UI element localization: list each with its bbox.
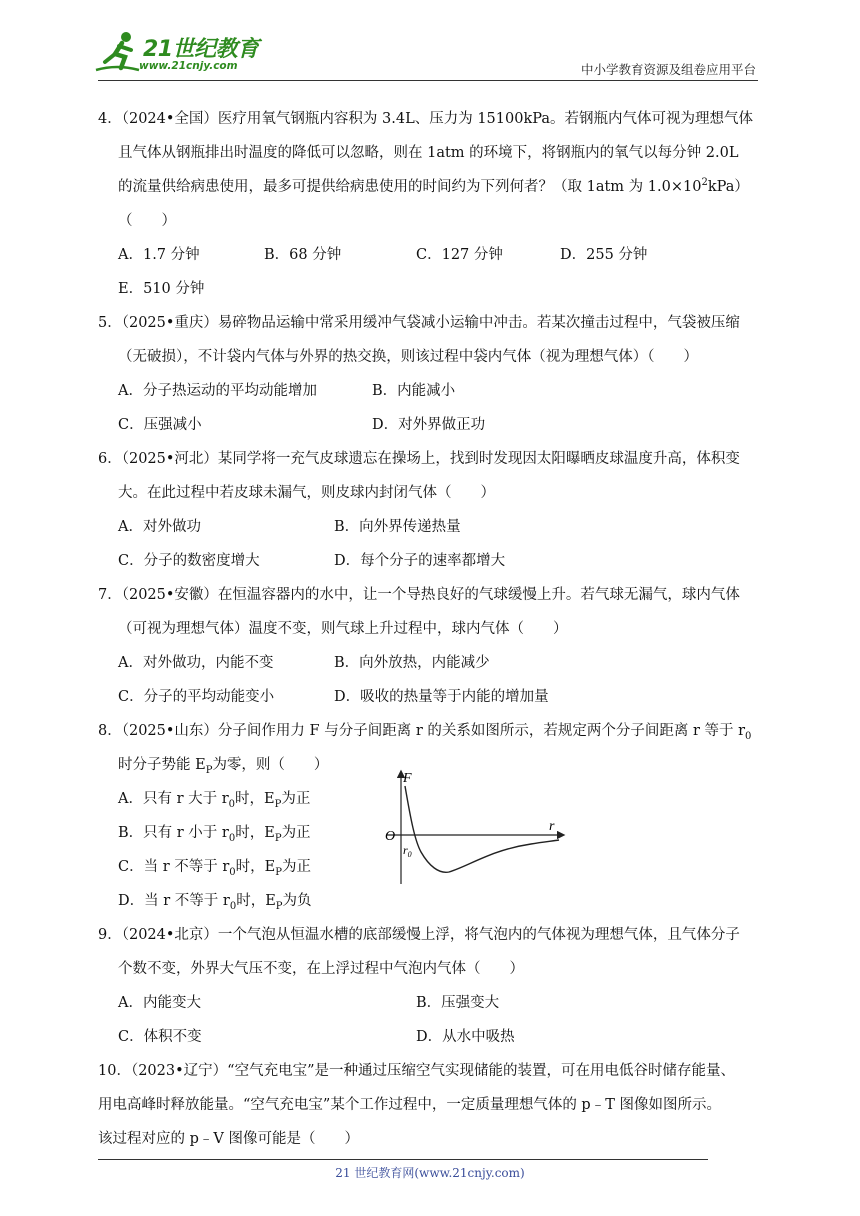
- question-text-line: 个数不变，外界大气压不变，在上浮过程中气泡内气体（ ）: [118, 961, 524, 977]
- question-text-line: 7．（2025•安徽）在恒温容器内的水中，让一个导热良好的气球缓慢上升。若气球无漏气，球内气体: [98, 587, 740, 603]
- option-a: A．对外做功: [118, 519, 201, 535]
- r-label: r: [549, 819, 555, 834]
- header-divider: [98, 80, 758, 81]
- question-text-line: 时分子势能 $E_P$为零，则（ ）: [118, 757, 329, 776]
- logo-text: 21世纪教育: [143, 37, 259, 62]
- options-row: [98, 374, 763, 408]
- option-b: B．只有 r 小于 $r_0$时，$E_P$为正: [118, 825, 311, 844]
- option-e: E．510 分钟: [118, 281, 205, 297]
- question-text-line: （可视为理想气体）温度不变，则气球上升过程中，球内气体（ ）: [118, 621, 568, 637]
- options-row: [98, 680, 763, 714]
- options-row: [98, 272, 763, 306]
- question-7: [98, 578, 763, 714]
- force-curve: [405, 786, 559, 872]
- option-d: D．当 r 不等于 $r_0$时，$E_P$为负: [118, 893, 312, 912]
- option-b: B．内能减小: [372, 383, 456, 399]
- question-text-line: 8．（2025•山东）分子间作用力 F 与分子间距离 r 的关系如图所示，若规定两个分子间距离 r 等于 $r_0$: [98, 723, 752, 742]
- question-text-line: 10．（2023•辽宁）“空气充电宝”是一种通过压缩空气实现储能的装置，可在用电低谷时储存能量、: [98, 1063, 735, 1079]
- answer-paren: （ ）: [118, 213, 176, 229]
- option-c: C．压强减小: [118, 417, 202, 433]
- r0-label: $r_0$: [403, 843, 412, 859]
- question-9: [98, 918, 763, 1054]
- option-c: C．当 r 不等于 $r_0$时，$E_P$为正: [118, 859, 311, 878]
- option-b: B．向外界传递热量: [334, 519, 461, 535]
- question-text-line: 9．（2024•北京）一个气泡从恒温水槽的底部缓慢上浮，将气泡内的气体视为理想气体，且气体分子: [98, 927, 740, 943]
- option-d: D．每个分子的速率都增大: [334, 553, 506, 569]
- platform-name: 中小学教育资源及组卷应用平台: [580, 62, 756, 77]
- option-c: C．体积不变: [118, 1029, 202, 1045]
- option-d: D．对外界做正功: [372, 417, 486, 433]
- f-label: F: [403, 771, 412, 786]
- question-text-line: 用电高峰时释放能量。“空气充电宝”某个工作过程中，一定质量理想气体的 p﹣T 图像如图所示。: [98, 1097, 721, 1113]
- question-text-line: 5．（2025•重庆）易碎物品运输中常采用缓冲气袋减小运输中冲击。若某次撞击过程中，气袋被压缩: [98, 315, 740, 331]
- option-d: D．吸收的热量等于内能的增加量: [334, 689, 549, 705]
- question-text-line: 且气体从钢瓶排出时温度的降低可以忽略，则在 1atm 的环境下，将钢瓶内的氧气以每分钟 2.0L: [118, 145, 739, 161]
- options-row: [98, 510, 763, 544]
- question-text-line: 大。在此过程中若皮球未漏气，则皮球内封闭气体（ ）: [118, 485, 495, 501]
- page-header: [0, 0, 860, 80]
- question-6: [98, 442, 763, 578]
- origin-label: O: [385, 829, 396, 844]
- question-10: [98, 1054, 763, 1156]
- options-row: [98, 238, 763, 272]
- option-a: A．分子热运动的平均动能增加: [118, 383, 317, 399]
- option-b: B．压强变大: [416, 995, 500, 1011]
- option-a: A．只有 r 大于 $r_0$时，$E_P$为正: [118, 791, 311, 810]
- force-distance-graph: [381, 766, 571, 888]
- question-5: [98, 306, 763, 442]
- option-d: D．255 分钟: [560, 247, 648, 263]
- options-row: [98, 646, 763, 680]
- option-c: C．分子的数密度增大: [118, 553, 260, 569]
- footer-divider: [98, 1159, 708, 1160]
- page-footer: 21 世纪教育网(www.21cnjy.com): [335, 1166, 525, 1180]
- option-c: C．分子的平均动能变小: [118, 689, 275, 705]
- option-a: A．1.7 分钟: [118, 247, 200, 263]
- option-b: B．向外放热，内能减少: [334, 655, 490, 671]
- question-4: [98, 102, 763, 306]
- question-text-line: 的流量供给病患使用，最多可提供给病患使用的时间约为下列何者？（取 1atm 为 $1.0\times 10^2kPa$）: [118, 177, 749, 195]
- logo-url: www.21cnjy.com: [139, 60, 238, 72]
- runner-logo-icon: [95, 30, 141, 74]
- option-a: A．内能变大: [118, 995, 201, 1011]
- question-list: [98, 102, 763, 1156]
- option-d: D．从水中吸热: [416, 1029, 515, 1045]
- question-text-line: 6．（2025•河北）某同学将一充气皮球遗忘在操场上，找到时发现因太阳曝晒皮球温度升高，体积变: [98, 451, 740, 467]
- option-b: B．68 分钟: [264, 247, 342, 263]
- options-row: [98, 1020, 763, 1054]
- option-c: C．127 分钟: [416, 247, 503, 263]
- option-a: A．对外做功，内能不变: [118, 655, 274, 671]
- options-row: [98, 408, 763, 442]
- question-text-line: 4．（2024•全国）医疗用氧气钢瓶内容积为 3.4L、压力为 15100kPa。若钢瓶内气体可视为理想气体: [98, 111, 753, 127]
- question-text-line: （无破损），不计袋内气体与外界的热交换，则该过程中袋内气体（视为理想气体）（ ）: [118, 349, 698, 365]
- site-logo: [95, 30, 275, 78]
- options-row: [98, 544, 763, 578]
- options-row: [98, 986, 763, 1020]
- question-text-line: 该过程对应的 p﹣V 图像可能是（ ）: [98, 1131, 359, 1147]
